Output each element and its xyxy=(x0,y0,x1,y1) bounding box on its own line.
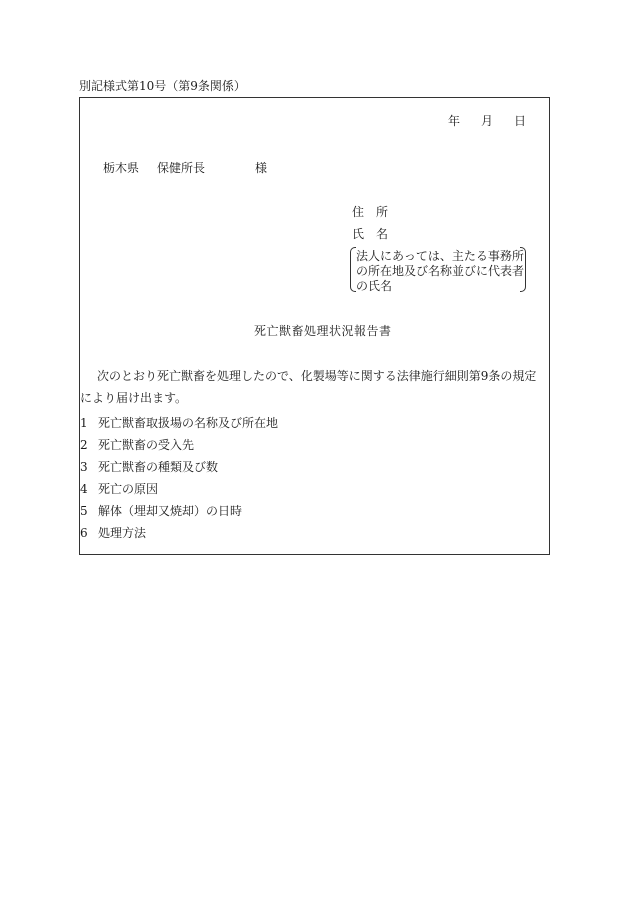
addressee xyxy=(103,162,267,174)
corporation-note-line: 法人にあっては、主たる事務所 xyxy=(356,249,524,263)
item-number: 5 xyxy=(80,504,88,518)
item-label: 処理方法 xyxy=(98,526,147,540)
item-number: 1 xyxy=(80,416,88,430)
applicant-address-label: 住 所 xyxy=(352,205,389,219)
corporation-note xyxy=(350,247,526,292)
date-line xyxy=(448,115,526,127)
list-item xyxy=(80,527,278,549)
corporation-note-line: の氏名 xyxy=(356,279,393,293)
document-title: 死亡獣畜処理状況報告書 xyxy=(254,324,392,338)
date-month-label: 月 xyxy=(481,114,494,128)
item-label: 解体（埋却又焼却）の日時 xyxy=(98,504,243,518)
left-bracket xyxy=(350,247,356,292)
corporation-note-line: の所在地及び名称並びに代表者 xyxy=(356,264,525,278)
body-line: 次のとおり死亡獣畜を処理したので、化製場等に関する法律施行細則第9条の規定 xyxy=(97,369,537,383)
list-item xyxy=(80,461,278,483)
right-bracket xyxy=(520,247,526,292)
date-year-label: 年 xyxy=(448,114,461,128)
item-number: 2 xyxy=(80,438,88,452)
item-label: 死亡獣畜の種類及び数 xyxy=(98,460,219,474)
addressee-office: 保健所長 xyxy=(157,161,206,175)
list-item xyxy=(80,505,278,527)
item-number: 4 xyxy=(80,482,88,496)
list-item xyxy=(80,439,278,461)
body-line: により届け出ます。 xyxy=(80,391,188,405)
date-day-label: 日 xyxy=(514,114,527,128)
item-number: 6 xyxy=(80,526,88,540)
item-label: 死亡獣畜取扱場の名称及び所在地 xyxy=(98,416,279,430)
item-label: 死亡の原因 xyxy=(98,482,159,496)
applicant-name-label: 氏 名 xyxy=(352,227,389,241)
form-caption: 別記様式第10号（第9条関係） xyxy=(79,79,246,93)
list-item xyxy=(80,417,278,439)
addressee-prefecture: 栃木県 xyxy=(103,161,140,175)
item-label: 死亡獣畜の受入先 xyxy=(98,438,195,452)
body-text xyxy=(80,370,536,404)
item-number: 3 xyxy=(80,460,88,474)
addressee-honorific: 様 xyxy=(255,161,268,175)
list-item xyxy=(80,483,278,505)
report-items xyxy=(80,417,278,549)
